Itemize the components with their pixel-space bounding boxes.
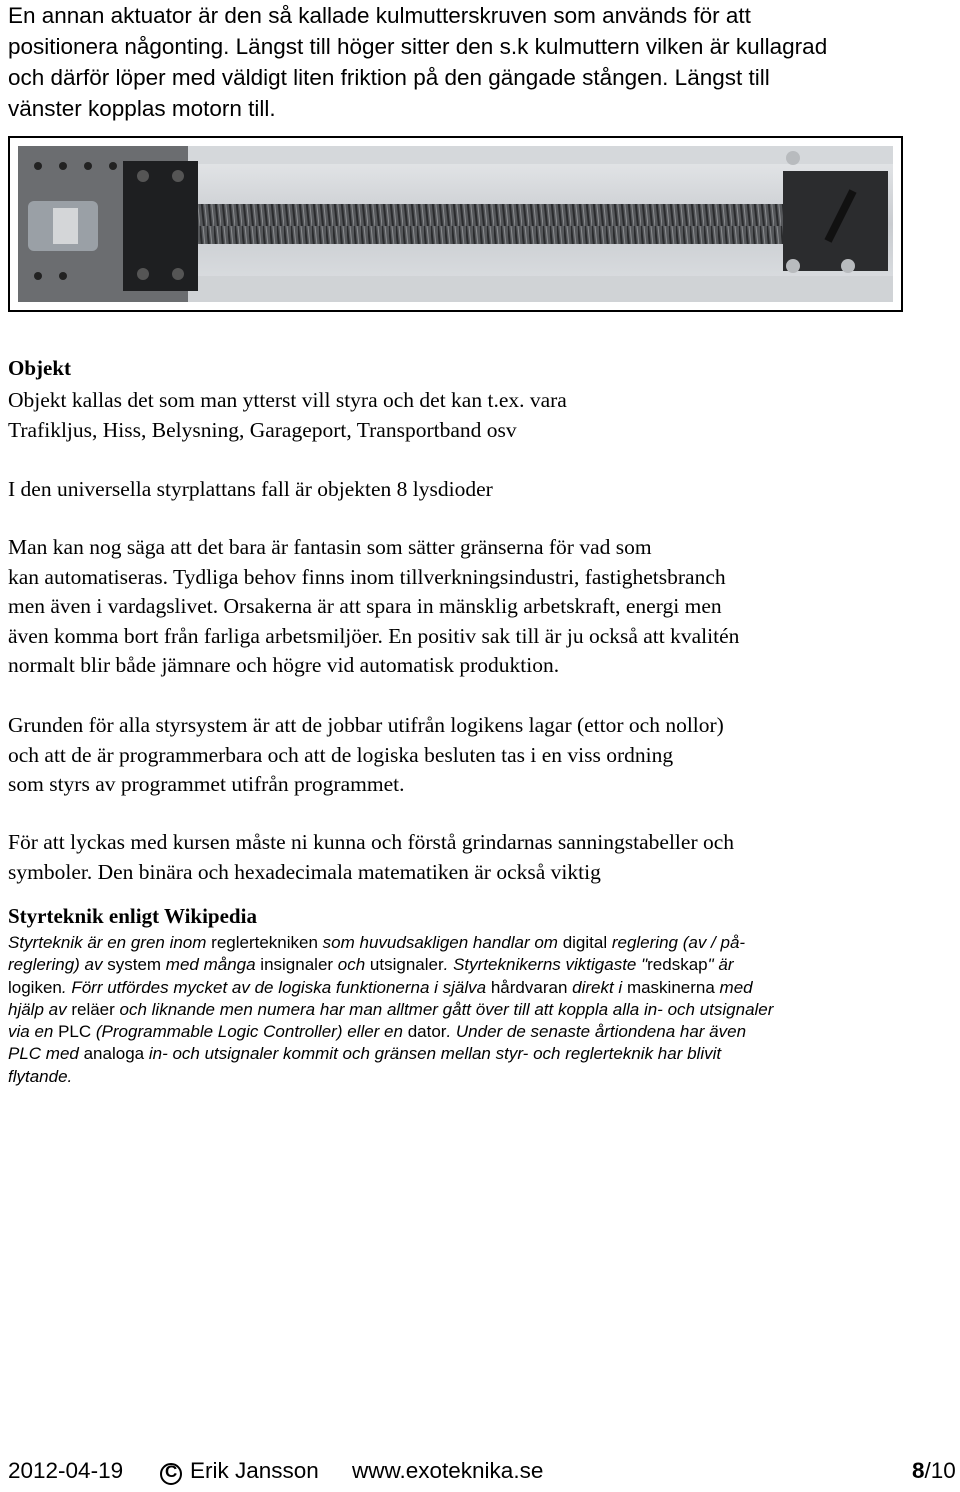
link-relaer[interactable]: reläer xyxy=(71,999,115,1019)
text-line: Man kan nog säga att det bara är fantasin som sätter gränserna för vad som xyxy=(8,535,652,559)
link-system[interactable]: system xyxy=(107,955,162,975)
text-span: och liknande men numera har man alltmer gått över till att koppla alla in- och utsignaler xyxy=(114,999,774,1019)
text-line: normalt blir både jämnare och högre vid automatisk produktion. xyxy=(8,653,560,677)
text-span: . Styrteknikerns viktigaste " xyxy=(443,955,648,975)
page-current: 8 xyxy=(912,1458,925,1483)
text-span: med många xyxy=(161,955,261,975)
text-span: direkt i xyxy=(567,977,627,997)
text-span: reglering (av / på- xyxy=(607,933,746,952)
ball-screw-image xyxy=(18,146,893,302)
text-line xyxy=(8,1066,948,1088)
text-span: in- och utsignaler kommit och gränsen mellan styr- och reglerteknik har blivit xyxy=(144,1044,722,1064)
link-digital[interactable]: digital xyxy=(562,933,608,952)
text-line xyxy=(8,386,948,416)
objekt-paragraph xyxy=(8,386,948,445)
link-maskinerna[interactable]: maskinerna xyxy=(626,977,715,997)
link-redskap[interactable]: redskap xyxy=(647,955,708,975)
link-analoga[interactable]: analoga xyxy=(83,1044,145,1064)
text-span: reglering) av xyxy=(8,955,108,975)
intro-paragraph xyxy=(8,0,908,124)
text-span: . Under de senaste årtiondena har även xyxy=(446,1022,747,1042)
text-span: . Förr utfördes mycket av de logiska funktionerna i själva xyxy=(61,977,491,997)
footer-website[interactable]: www.exoteknika.se xyxy=(352,1458,544,1483)
text-span: hjälp av xyxy=(8,999,72,1019)
wikipedia-quote xyxy=(8,932,948,1088)
text-line-span: Objekt kallas det som man ytterst vill styra och det kan t.ex. vara xyxy=(8,388,567,412)
text-line: men även i vardagslivet. Orsakerna är att spara in mänsklig arbetskraft, energi men xyxy=(8,594,722,618)
text-line: Trafikljus, Hiss, Belysning, Garageport, Transportband osv xyxy=(8,417,517,442)
intro-line: vänster kopplas motorn till. xyxy=(8,96,276,121)
text-span: (Programmable Logic Controller) eller en xyxy=(91,1022,408,1042)
intro-line: och därför löper med väldigt liten friktion på den gängade stången. Längst till xyxy=(8,65,770,90)
text-line: och att de är programmerbara och att de logiska besluten tas i en viss ordning xyxy=(8,742,674,767)
link-insignaler[interactable]: insignaler xyxy=(260,955,334,975)
text-span: och xyxy=(333,955,370,975)
footer-page-number xyxy=(912,1458,956,1484)
link-reglertekniken[interactable]: reglertekniken xyxy=(211,933,318,952)
section-heading-wikipedia: Styrteknik enligt Wikipedia xyxy=(8,904,257,928)
text-span: via en xyxy=(8,1022,59,1042)
text-span: med xyxy=(714,977,753,997)
text-line: kan automatiseras. Tydliga behov finns inom tillverkningsindustri, fastighetsbranch xyxy=(8,564,726,589)
text-span: Styrteknik är en gren inom xyxy=(8,933,212,952)
text-line xyxy=(8,977,948,999)
text-span: " är xyxy=(707,955,734,975)
objekt-paragraph-2: I den universella styrplattans fall är objekten 8 lysdioder xyxy=(8,477,493,501)
link-hardvaran[interactable]: hårdvaran xyxy=(490,977,568,997)
page-total: /10 xyxy=(924,1458,956,1483)
text-line xyxy=(8,999,948,1021)
text-line xyxy=(8,932,948,954)
text-line xyxy=(8,954,948,976)
text-line xyxy=(8,1043,948,1065)
grunden-paragraph xyxy=(8,711,948,800)
text-line: Grunden för alla styrsystem är att de jobbar utifrån logikens lagar (ettor och nollor) xyxy=(8,713,724,737)
link-utsignaler[interactable]: utsignaler xyxy=(369,955,444,975)
page-footer xyxy=(0,1458,960,1492)
text-line: även komma bort från farliga arbetsmiljöer. En positiv sak till är ju också att kvalitén xyxy=(8,623,740,648)
section-heading-objekt: Objekt xyxy=(8,356,71,380)
text-line: som styrs av programmet utifrån programmet. xyxy=(8,772,405,796)
text-span: flytande. xyxy=(8,1066,73,1086)
text-line: symboler. Den binära och hexadecimala matematiken är också viktig xyxy=(8,859,601,884)
ball-screw-photo xyxy=(8,136,903,312)
footer-author: Erik Jansson xyxy=(190,1458,319,1483)
text-line xyxy=(8,1021,948,1043)
link-dator[interactable]: dator xyxy=(407,1022,447,1042)
footer-date: 2012-04-19 xyxy=(8,1458,124,1483)
link-plc[interactable]: PLC xyxy=(58,1022,92,1042)
text-line: För att lyckas med kursen måste ni kunna och förstå grindarnas sanningstabeller och xyxy=(8,830,735,854)
link-logiken[interactable]: logiken xyxy=(8,977,62,997)
intro-line: En annan aktuator är den så kallade kulmutterskruven som används för att xyxy=(8,3,751,28)
automation-paragraph xyxy=(8,533,948,681)
text-span: PLC med xyxy=(8,1044,84,1064)
text-span: som huvudsakligen handlar om xyxy=(317,933,563,952)
kursen-paragraph xyxy=(8,828,948,887)
intro-line: positionera någonting. Längst till höger sitter den s.k kulmuttern vilken är kullagrad xyxy=(8,34,828,59)
